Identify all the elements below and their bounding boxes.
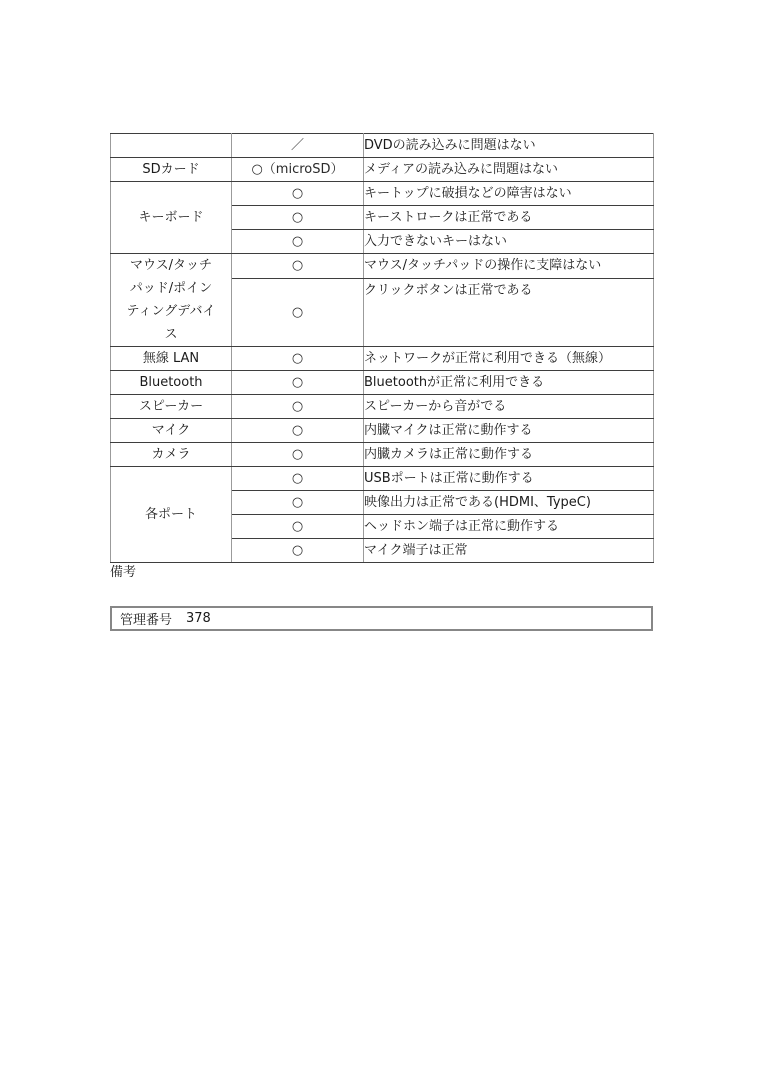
- device-label: マウス/タッチパッド/ポインティングデバイス: [126, 258, 216, 342]
- check-cell: ネットワークが正常に利用できる（無線）: [364, 347, 654, 371]
- device-cell: スピーカー: [111, 395, 232, 419]
- check-cell: USBポートは正常に動作する: [364, 467, 654, 491]
- check-cell: スピーカーから音がでる: [364, 395, 654, 419]
- check-cell: 内臓カメラは正常に動作する: [364, 443, 654, 467]
- table-row: [111, 371, 654, 395]
- device-cell: Bluetooth: [111, 371, 232, 395]
- check-cell: マイク端子は正常: [364, 539, 654, 563]
- device-cell: [111, 254, 232, 347]
- status-cell: ○: [232, 206, 364, 230]
- status-cell: ／: [232, 134, 364, 158]
- status-cell: ○: [232, 515, 364, 539]
- device-cell: 各ポート: [111, 467, 232, 563]
- check-cell: DVDの読み込みに問題はない: [364, 134, 654, 158]
- status-cell: ○（microSD）: [232, 158, 364, 182]
- table-row: [111, 158, 654, 182]
- status-cell: ○: [232, 395, 364, 419]
- management-number-label: 管理番号: [120, 613, 173, 628]
- status-cell: ○: [232, 491, 364, 515]
- status-cell: ○: [232, 371, 364, 395]
- device-cell: [111, 134, 232, 158]
- status-cell: ○: [232, 254, 364, 279]
- hardware-check-table: [110, 133, 654, 563]
- check-cell: 入力できないキーはない: [364, 230, 654, 254]
- device-cell: SDカード: [111, 158, 232, 182]
- device-cell: マイク: [111, 419, 232, 443]
- check-cell: キートップに破損などの障害はない: [364, 182, 654, 206]
- management-number-value: 378: [186, 611, 211, 626]
- status-cell: ○: [232, 419, 364, 443]
- check-cell: キーストロークは正常である: [364, 206, 654, 230]
- table-row: [111, 182, 654, 206]
- device-cell: 無線 LAN: [111, 347, 232, 371]
- remarks-label: 備考: [110, 565, 137, 580]
- check-cell: ヘッドホン端子は正常に動作する: [364, 515, 654, 539]
- device-cell: キーボード: [111, 182, 232, 254]
- table-row: [111, 395, 654, 419]
- check-cell: 内臓マイクは正常に動作する: [364, 419, 654, 443]
- status-cell: ○: [232, 182, 364, 206]
- status-cell: ○: [232, 443, 364, 467]
- check-cell: Bluetoothが正常に利用できる: [364, 371, 654, 395]
- table-row: [111, 134, 654, 158]
- table-row: [111, 467, 654, 491]
- table-row: [111, 347, 654, 371]
- check-cell: メディアの読み込みに問題はない: [364, 158, 654, 182]
- check-cell: クリックボタンは正常である: [364, 278, 654, 346]
- check-cell: 映像出力は正常である(HDMI、TypeC): [364, 491, 654, 515]
- status-cell: ○: [232, 278, 364, 346]
- check-cell: マウス/タッチパッドの操作に支障はない: [364, 254, 654, 279]
- status-cell: ○: [232, 539, 364, 563]
- status-cell: ○: [232, 467, 364, 491]
- management-number-box: [110, 606, 653, 631]
- table-row: [111, 254, 654, 279]
- status-cell: ○: [232, 347, 364, 371]
- table-row: [111, 443, 654, 467]
- status-cell: ○: [232, 230, 364, 254]
- table-row: [111, 419, 654, 443]
- device-cell: カメラ: [111, 443, 232, 467]
